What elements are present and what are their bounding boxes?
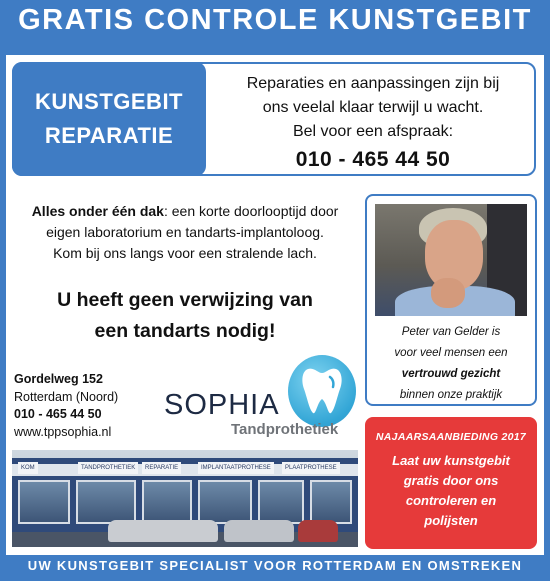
headline: GRATIS CONTROLE KUNSTGEBIT xyxy=(18,4,532,36)
offer-title: NAJAARSAANBIEDING 2017 xyxy=(375,431,527,443)
intro-text xyxy=(12,201,358,264)
storefront-photo xyxy=(12,450,358,547)
intro-line1-rest: : een korte doorlooptijd door xyxy=(163,203,339,219)
offer-line3: controleren en xyxy=(405,493,497,508)
offer-line2: gratis door ons xyxy=(403,473,499,488)
storefront-sign-plaatprothese: PLAATPROTHESE xyxy=(282,462,340,474)
repair-description xyxy=(210,72,536,172)
content-panel xyxy=(6,55,544,555)
offer-body xyxy=(365,451,537,531)
caption-bold: vertrouwd gezicht xyxy=(401,368,501,380)
staff-photo-card xyxy=(365,194,537,406)
storefront-sign-kom: KOM xyxy=(18,462,38,474)
no-referral-text xyxy=(12,285,358,347)
caption-line1: Peter van Gelder is xyxy=(401,326,501,338)
caption-line2: voor veel mensen een xyxy=(394,347,508,359)
repair-phone-link[interactable]: 010 - 465 44 50 xyxy=(295,148,451,171)
repair-box xyxy=(12,62,536,176)
offer-line1: Laat uw kunstgebit xyxy=(392,453,510,468)
photo-caption xyxy=(371,322,531,406)
tooth-icon xyxy=(288,355,356,427)
repair-badge xyxy=(12,62,206,176)
logo-subtitle: Tandprothetiek xyxy=(231,421,339,438)
address-website-link[interactable]: www.tppsophia.nl xyxy=(14,424,112,439)
repair-badge-line2: REPARATIE xyxy=(44,123,174,148)
no-referral-line2: een tandarts nodig! xyxy=(94,320,276,342)
staff-portrait-photo xyxy=(375,204,527,316)
logo-name: SOPHIA xyxy=(164,389,280,421)
address-phone-link[interactable]: 010 - 465 44 50 xyxy=(14,407,102,421)
offer-line4: polijsten xyxy=(424,513,478,528)
address-city: Rotterdam (Noord) xyxy=(14,389,119,404)
autumn-offer-box xyxy=(365,417,537,549)
intro-bold: Alles onder één dak xyxy=(31,203,164,219)
address-street: Gordelweg 152 xyxy=(14,372,103,386)
storefront-sign-tandprothetiek: TANDPROTHETIEK xyxy=(78,462,138,474)
storefront-sign-implantaat: IMPLANTAATPROTHESE xyxy=(198,462,274,474)
repair-text-line1: Reparaties en aanpassingen zijn bij xyxy=(246,75,500,92)
footer-tagline: UW KUNSTGEBIT SPECIALIST VOOR ROTTERDAM EN OMSTREKEN xyxy=(27,558,523,573)
repair-text-line3: Bel voor een afspraak: xyxy=(292,123,454,140)
repair-text-line2: ons veelal klaar terwijl u wacht. xyxy=(262,99,484,116)
intro-line3: Kom bij ons langs voor een stralende lach. xyxy=(53,245,317,261)
storefront-sign-reparatie: REPARATIE xyxy=(142,462,181,474)
contact-address xyxy=(14,371,118,441)
caption-line4: binnen onze praktijk xyxy=(399,389,503,401)
repair-badge-line1: KUNSTGEBIT xyxy=(35,89,183,114)
no-referral-line1: U heeft geen verwijzing van xyxy=(57,289,313,311)
intro-line2: eigen laboratorium en tandarts-implantoloog. xyxy=(46,224,324,240)
